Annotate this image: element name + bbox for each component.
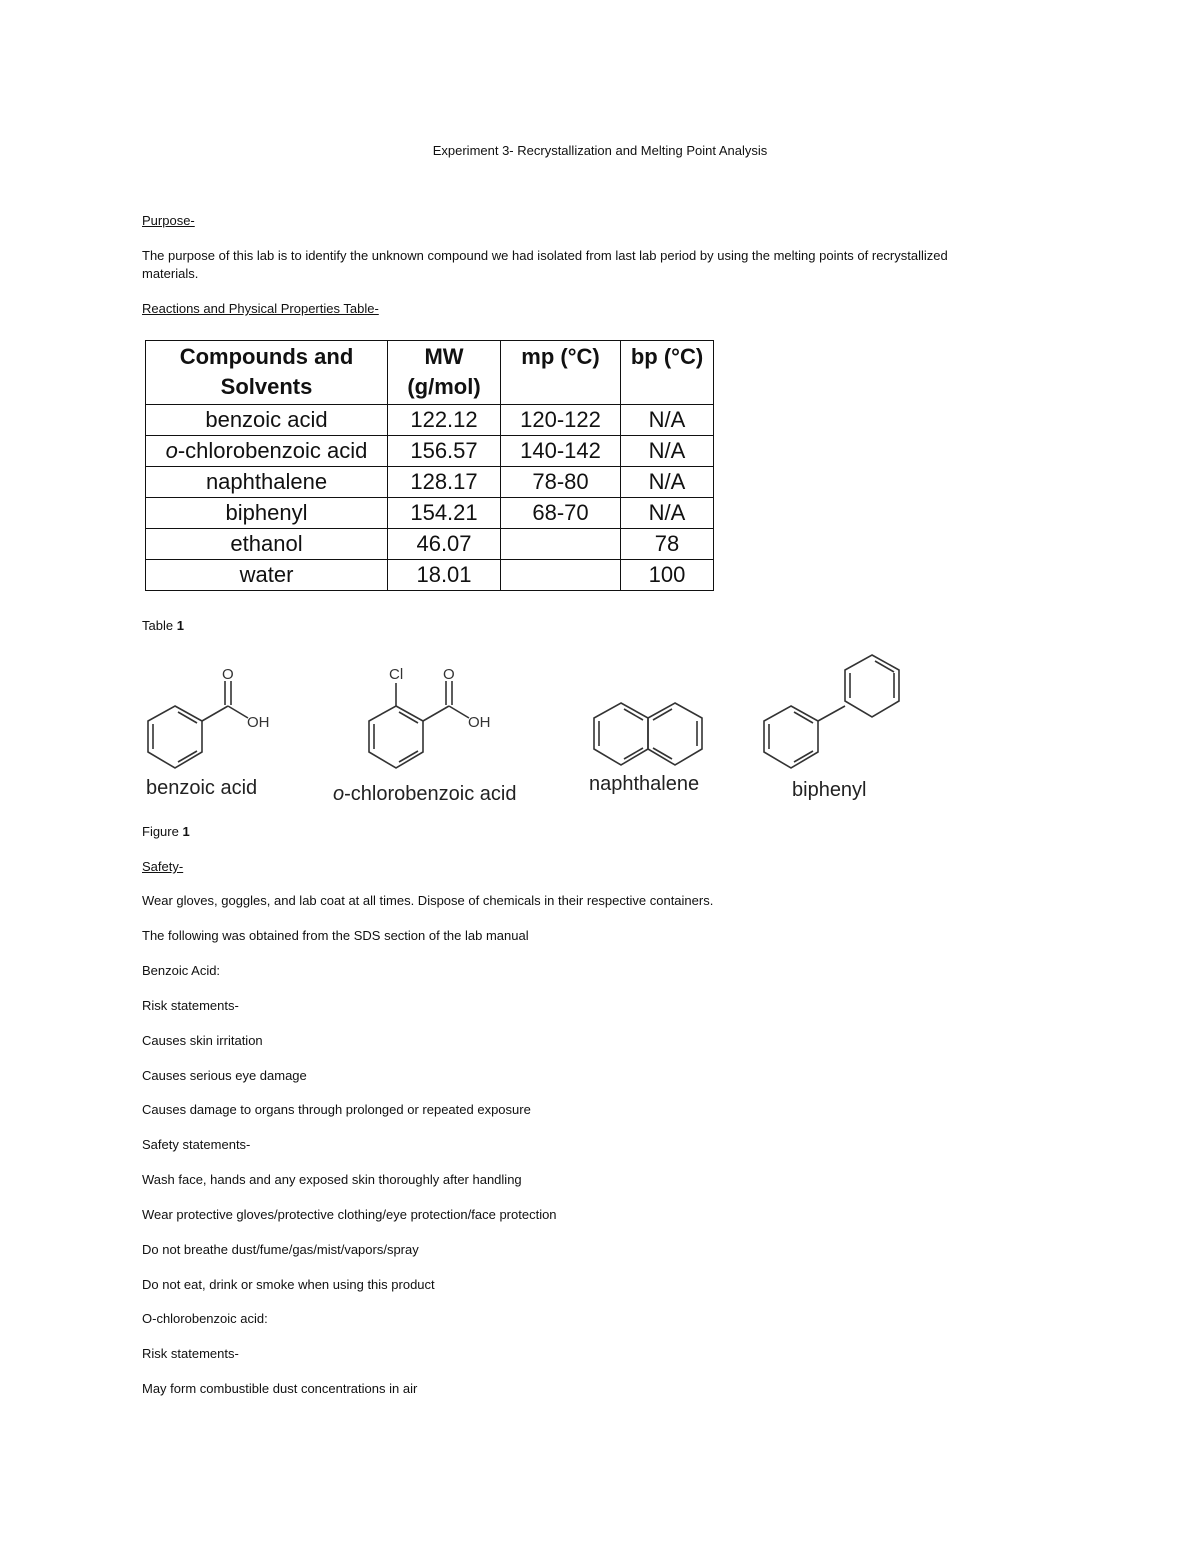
cell-compound: benzoic acid bbox=[146, 405, 388, 436]
benzoic-oh-group: OH bbox=[247, 714, 270, 731]
table-caption bbox=[142, 617, 184, 635]
list-item: Causes serious eye damage bbox=[142, 1068, 307, 1083]
chloro-o-atom: O bbox=[443, 666, 455, 683]
cell-compound: naphthalene bbox=[146, 467, 388, 498]
header-mw bbox=[388, 341, 501, 405]
list-item: Do not breathe dust/fume/gas/mist/vapors/spray bbox=[142, 1242, 419, 1257]
header-mp bbox=[501, 341, 621, 405]
benzoic-risk-heading: Risk statements- bbox=[142, 998, 239, 1013]
cell-mw: 156.57 bbox=[388, 436, 501, 467]
label-chlorobenzoic-acid bbox=[333, 783, 516, 806]
safety-heading: Safety- bbox=[142, 859, 184, 874]
header-compounds-line2: Solvents bbox=[220, 374, 313, 399]
header-compounds bbox=[146, 341, 388, 405]
cell-mw: 128.17 bbox=[388, 467, 501, 498]
compound-prefix: o bbox=[165, 438, 178, 463]
header-mw-line1: MW bbox=[424, 344, 464, 369]
table-row bbox=[146, 560, 714, 591]
list-item: Causes damage to organs through prolonged or repeated exposure bbox=[142, 1102, 531, 1117]
table-row bbox=[146, 529, 714, 560]
reactions-heading: Reactions and Physical Properties Table- bbox=[142, 301, 379, 316]
cell-bp: 100 bbox=[621, 560, 714, 591]
cell-mw: 46.07 bbox=[388, 529, 501, 560]
figure-caption-number: 1 bbox=[182, 824, 190, 839]
header-compounds-line1: Compounds and bbox=[179, 344, 354, 369]
label-chloro-prefix: o bbox=[333, 783, 345, 805]
benzoic-acid-structure bbox=[148, 666, 270, 768]
table-row bbox=[146, 436, 714, 467]
table-header-row bbox=[146, 341, 714, 405]
biphenyl-structure bbox=[764, 655, 899, 768]
cell-compound: biphenyl bbox=[146, 498, 388, 529]
chloro-cl-atom: Cl bbox=[389, 666, 404, 683]
cell-bp: N/A bbox=[621, 498, 714, 529]
header-mp-label: mp (°C) bbox=[521, 344, 600, 369]
purpose-text-line1: The purpose of this lab is to identify the unknown compound we had isolated from last lab period by using the melting points of recrystallized bbox=[142, 248, 948, 263]
table-caption-word: Table bbox=[142, 618, 174, 633]
label-chloro-name: -chlorobenzoic acid bbox=[344, 783, 517, 805]
list-item: Wear protective gloves/protective clothing/eye protection/face protection bbox=[142, 1207, 557, 1222]
figure-caption-word: Figure bbox=[142, 824, 179, 839]
table-row bbox=[146, 467, 714, 498]
sds-note: The following was obtained from the SDS section of the lab manual bbox=[142, 928, 529, 943]
cell-bp: 78 bbox=[621, 529, 714, 560]
header-bp-label: bp (°C) bbox=[630, 344, 704, 369]
header-mw-line2: (g/mol) bbox=[407, 374, 481, 399]
cell-compound bbox=[146, 436, 388, 467]
table-row bbox=[146, 405, 714, 436]
benzoic-heading: Benzoic Acid: bbox=[142, 963, 221, 978]
benzoic-o-atom: O bbox=[222, 666, 234, 683]
cell-bp: N/A bbox=[621, 467, 714, 498]
list-item: Wash face, hands and any exposed skin thoroughly after handling bbox=[142, 1172, 522, 1187]
label-biphenyl: biphenyl bbox=[792, 779, 867, 801]
figure-caption bbox=[142, 823, 190, 841]
label-naphthalene: naphthalene bbox=[589, 773, 700, 795]
cell-mp bbox=[501, 529, 621, 560]
chloro-heading: O-chlorobenzoic acid: bbox=[142, 1311, 268, 1326]
cell-compound: water bbox=[146, 560, 388, 591]
page-title: Experiment 3- Recrystallization and Melting Point Analysis bbox=[432, 143, 768, 158]
cell-mw: 18.01 bbox=[388, 560, 501, 591]
list-item: Causes skin irritation bbox=[142, 1033, 263, 1048]
chloro-risk-heading: Risk statements- bbox=[142, 1346, 239, 1361]
cell-bp: N/A bbox=[621, 405, 714, 436]
naphthalene-structure bbox=[594, 703, 702, 765]
table-row bbox=[146, 498, 714, 529]
cell-mp bbox=[501, 560, 621, 591]
list-item: Do not eat, drink or smoke when using this product bbox=[142, 1277, 435, 1292]
benzoic-safety-heading: Safety statements- bbox=[142, 1137, 251, 1152]
safety-general: Wear gloves, goggles, and lab coat at all times. Dispose of chemicals in their respective containers. bbox=[142, 893, 714, 908]
cell-mp: 120-122 bbox=[501, 405, 621, 436]
chloro-oh-group: OH bbox=[468, 714, 491, 731]
table-caption-number: 1 bbox=[176, 618, 184, 633]
cell-mw: 154.21 bbox=[388, 498, 501, 529]
header-bp bbox=[621, 341, 714, 405]
compound-name: -chlorobenzoic acid bbox=[177, 438, 368, 463]
purpose-heading: Purpose- bbox=[142, 213, 195, 228]
cell-mp: 78-80 bbox=[501, 467, 621, 498]
cell-mp: 140-142 bbox=[501, 436, 621, 467]
label-benzoic-acid: benzoic acid bbox=[146, 777, 258, 799]
purpose-text-line2: materials. bbox=[142, 266, 199, 281]
cell-mw: 122.12 bbox=[388, 405, 501, 436]
cell-bp: N/A bbox=[621, 436, 714, 467]
properties-table bbox=[145, 340, 714, 591]
chlorobenzoic-acid-structure bbox=[369, 666, 491, 768]
list-item: May form combustible dust concentrations in air bbox=[142, 1381, 418, 1396]
cell-compound: ethanol bbox=[146, 529, 388, 560]
cell-mp: 68-70 bbox=[501, 498, 621, 529]
